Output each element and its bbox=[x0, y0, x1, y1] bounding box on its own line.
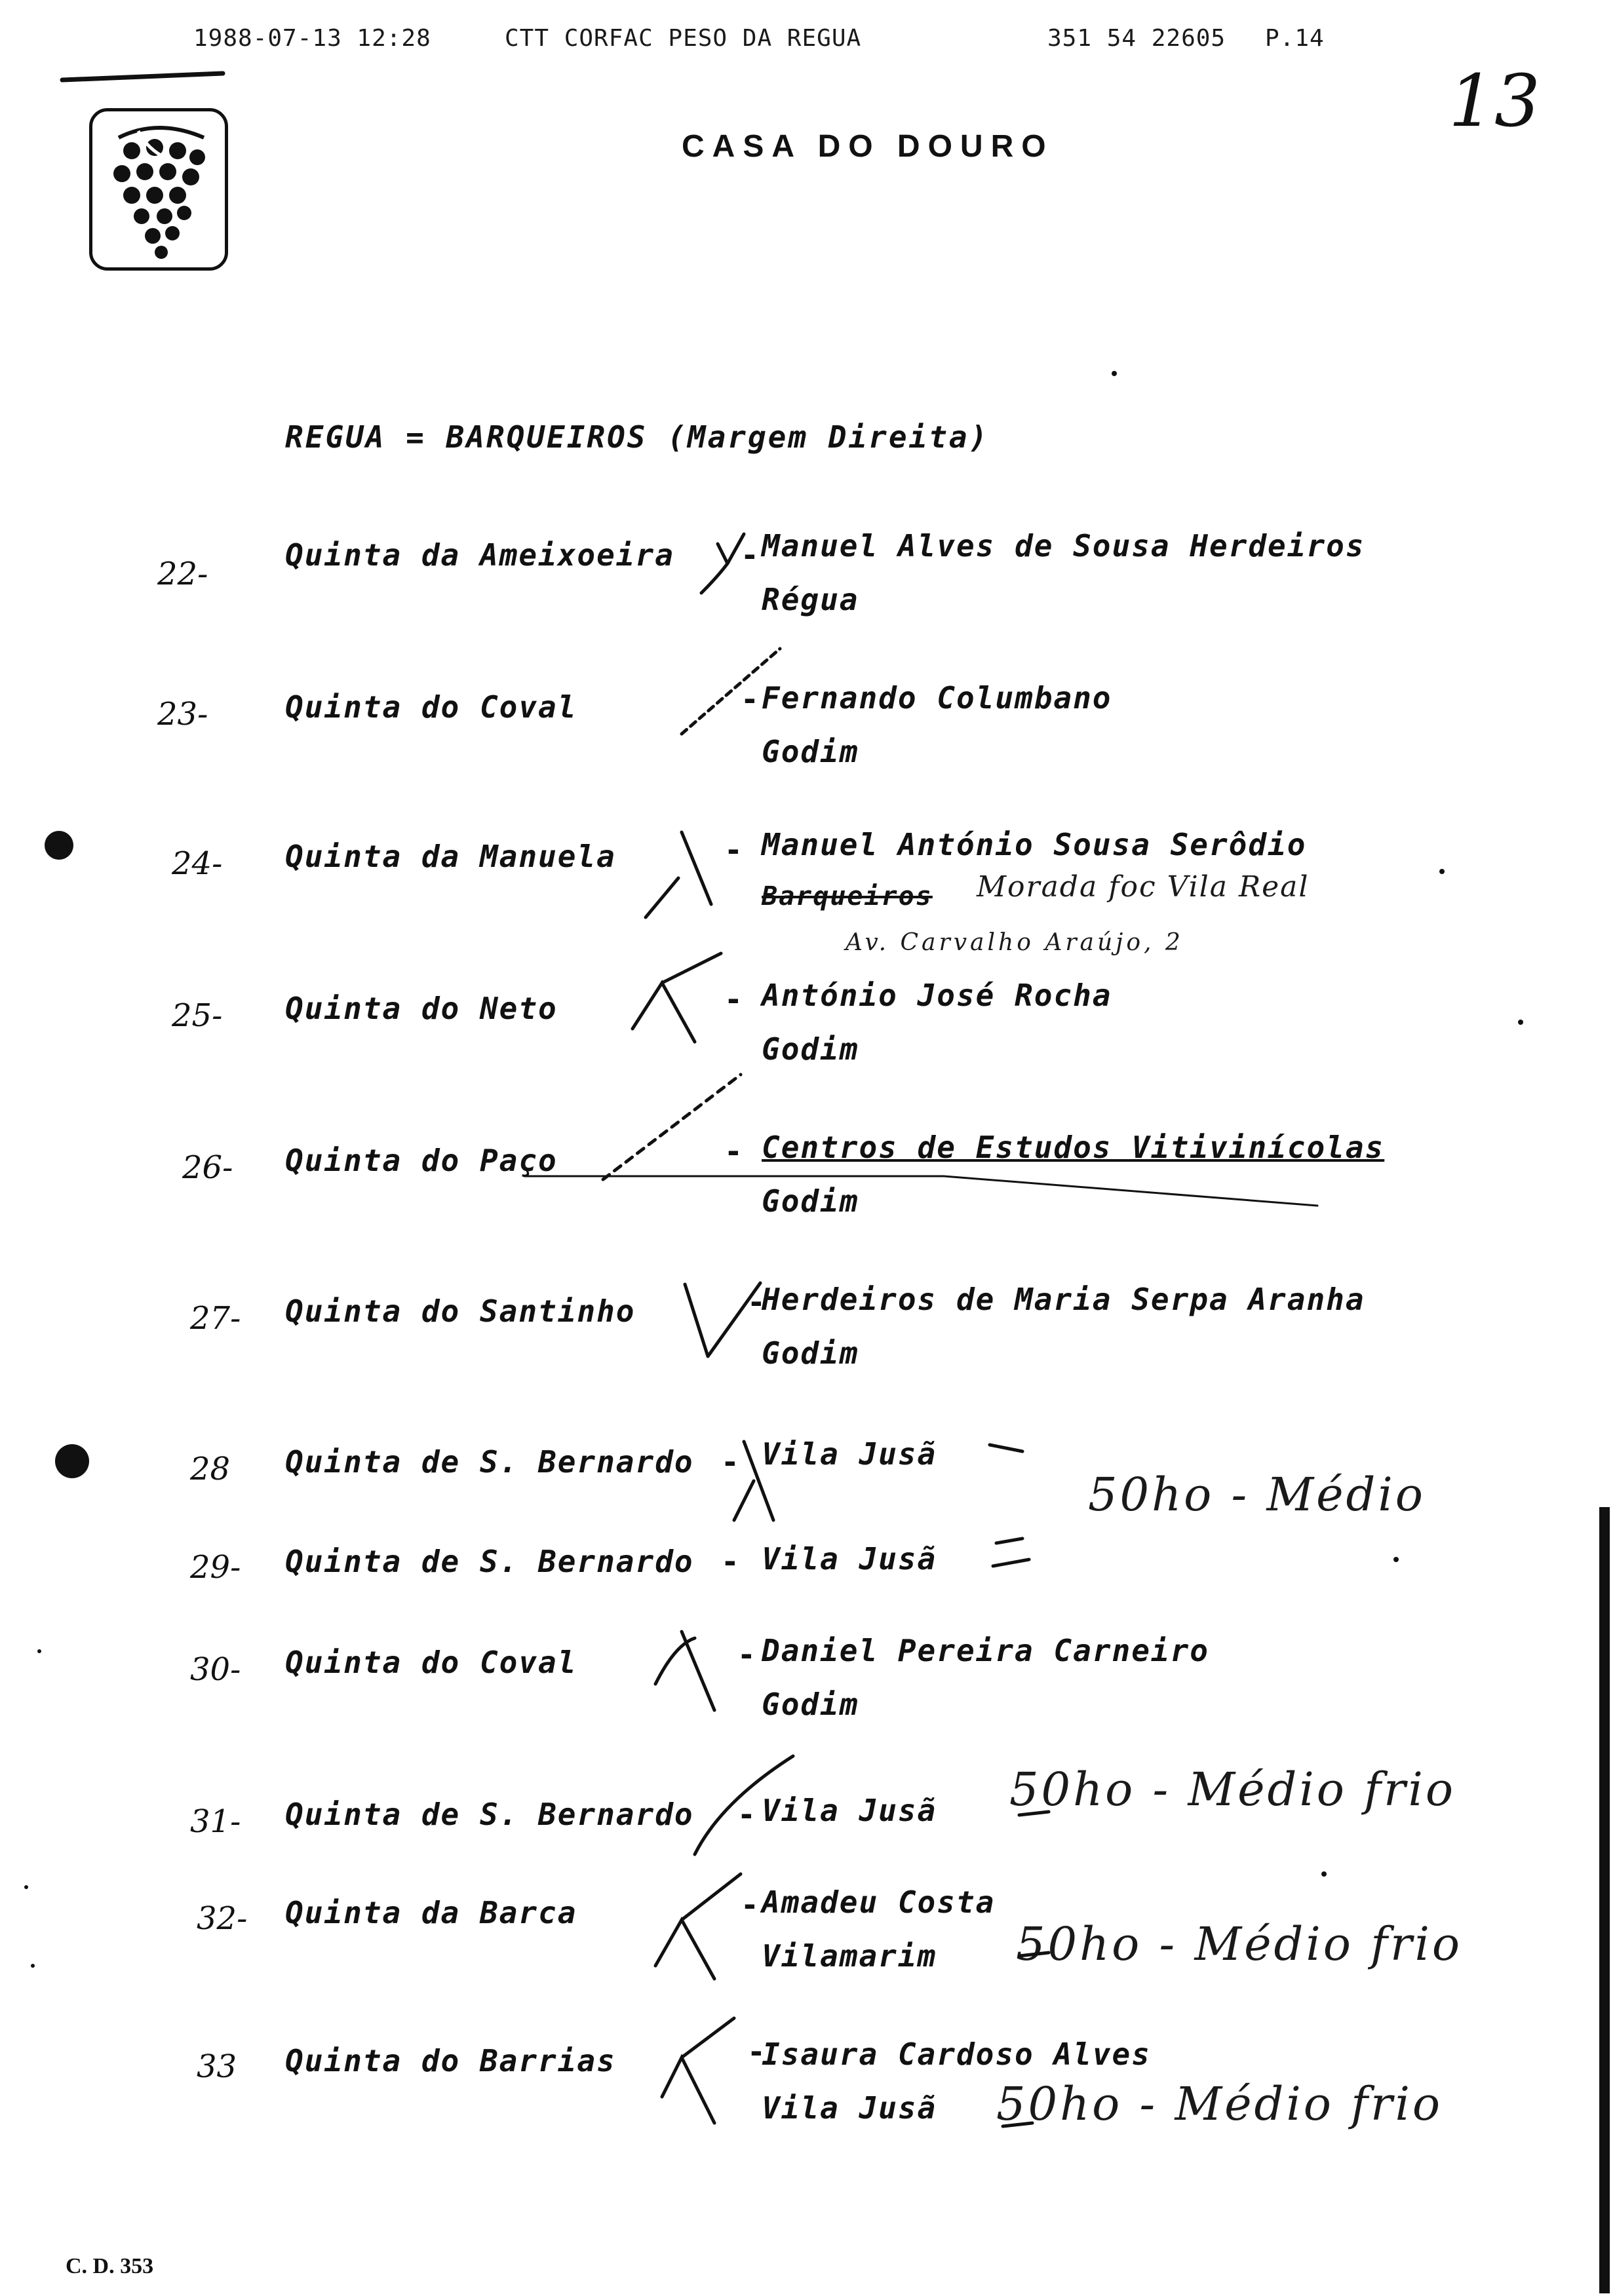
entry-number: 23- bbox=[157, 696, 208, 733]
entry-place: Godim bbox=[762, 1031, 859, 1067]
entry-owner: Vila Jusã bbox=[762, 1793, 937, 1828]
entry-quinta: Quinta do Barrias bbox=[285, 2043, 616, 2078]
dash-mark bbox=[993, 1539, 1029, 1566]
entry-quinta: Quinta da Ameixoeira bbox=[285, 537, 674, 573]
entry-quinta: Quinta da Manuela bbox=[285, 839, 616, 874]
entry-number: 22- bbox=[157, 556, 208, 592]
check-mark bbox=[734, 1442, 773, 1520]
check-mark bbox=[695, 1756, 793, 1854]
entry-owner: Vila Jusã bbox=[762, 1541, 937, 1577]
entry-dash: - bbox=[724, 982, 743, 1017]
entry-place: Godim bbox=[762, 1335, 859, 1371]
entry-place-struck: Barqueiros bbox=[762, 881, 933, 911]
fax-datetime: 1988-07-13 12:28 bbox=[193, 25, 431, 52]
entry-dash: - bbox=[747, 1284, 766, 1320]
entry-number: 27- bbox=[190, 1300, 241, 1337]
section-title: REGUA = BARQUEIROS (Margem Direita) bbox=[285, 419, 990, 455]
entry-owner: Vila Jusã bbox=[762, 1436, 937, 1472]
underline-mark bbox=[524, 1176, 1317, 1206]
check-mark bbox=[662, 2018, 734, 2123]
entry-number: 25- bbox=[172, 997, 223, 1034]
entry-place: Godim bbox=[762, 1183, 859, 1219]
entry-quinta: Quinta da Barca bbox=[285, 1895, 577, 1930]
handwritten-page-number: 13 bbox=[1449, 59, 1540, 143]
check-mark bbox=[603, 1075, 741, 1179]
page-title: CASA DO DOURO bbox=[682, 129, 1054, 164]
handwritten-note: 50ho - Médio frio bbox=[1016, 1917, 1463, 1971]
entry-number: 28 bbox=[190, 1451, 231, 1487]
dash-mark bbox=[1019, 1812, 1049, 1815]
entry-quinta: Quinta do Coval bbox=[285, 689, 577, 725]
entry-quinta: Quinta de S. Bernardo bbox=[285, 1797, 694, 1832]
check-mark bbox=[685, 1283, 760, 1356]
entry-dash: - bbox=[747, 2034, 766, 2069]
check-mark bbox=[646, 832, 711, 917]
entry-dash: - bbox=[724, 1134, 743, 1169]
entry-number: 26- bbox=[182, 1149, 233, 1186]
entry-owner: António José Rocha bbox=[762, 978, 1112, 1013]
entry-dash: - bbox=[741, 537, 759, 573]
entry-dash: - bbox=[724, 832, 743, 868]
entry-place: Vilamarim bbox=[762, 1938, 937, 1974]
entry-place: Vila Jusã bbox=[762, 2090, 937, 2126]
check-mark bbox=[655, 1632, 714, 1710]
entry-dash: - bbox=[737, 1637, 756, 1672]
entry-dash: - bbox=[741, 1887, 759, 1923]
entry-place: Régua bbox=[762, 582, 859, 617]
handwritten-note: 50ho - Médio bbox=[1088, 1468, 1426, 1521]
entry-quinta: Quinta do Paço bbox=[285, 1143, 558, 1178]
handwritten-note: Morada foc Vila Real bbox=[977, 870, 1310, 904]
entry-owner: Manuel Alves de Sousa Herdeiros bbox=[762, 528, 1365, 564]
check-mark bbox=[701, 534, 744, 593]
check-mark bbox=[682, 649, 780, 734]
handwritten-note: 50ho - Médio frio bbox=[996, 2077, 1443, 2131]
entry-place: Godim bbox=[762, 734, 859, 769]
entry-dash: - bbox=[721, 1444, 739, 1480]
dash-mark bbox=[1019, 1953, 1049, 1956]
fax-page: P.14 bbox=[1265, 25, 1325, 52]
check-mark bbox=[632, 953, 721, 1042]
entry-quinta: Quinta de S. Bernardo bbox=[285, 1444, 694, 1480]
dash-mark bbox=[990, 1445, 1022, 1451]
dash-mark bbox=[1003, 2123, 1032, 2126]
entry-owner: Manuel António Sousa Serôdio bbox=[762, 827, 1307, 862]
entry-quinta: Quinta do Coval bbox=[285, 1645, 577, 1680]
entry-owner: Fernando Columbano bbox=[762, 680, 1112, 716]
entry-quinta: Quinta de S. Bernardo bbox=[285, 1544, 694, 1579]
entry-number: 30- bbox=[190, 1651, 241, 1688]
entry-number: 24- bbox=[172, 845, 223, 882]
fax-sender: CTT CORFAC PESO DA REGUA bbox=[505, 25, 862, 52]
footer-code: C. D. 353 bbox=[66, 2254, 154, 2278]
handwritten-address: Av. Carvalho Araújo, 2 bbox=[846, 929, 1184, 956]
fax-phone: 351 54 22605 bbox=[1047, 25, 1226, 52]
check-mark bbox=[655, 1874, 741, 1979]
entry-quinta: Quinta do Neto bbox=[285, 991, 558, 1026]
entry-owner: Herdeiros de Maria Serpa Aranha bbox=[762, 1282, 1365, 1317]
entry-number: 32- bbox=[197, 1900, 248, 1937]
entry-number: 29- bbox=[190, 1549, 241, 1586]
entry-owner: Centros de Estudos Vitivinícolas bbox=[762, 1130, 1385, 1165]
entry-owner: Amadeu Costa bbox=[762, 1885, 996, 1920]
entry-number: 31- bbox=[190, 1803, 241, 1840]
entry-dash: - bbox=[741, 681, 759, 717]
scan-edge bbox=[1599, 1507, 1610, 2293]
entry-number: 33 bbox=[197, 2048, 237, 2085]
entry-place: Godim bbox=[762, 1687, 859, 1722]
entry-dash: - bbox=[721, 1544, 739, 1579]
entry-dash: - bbox=[737, 1797, 756, 1832]
entry-owner: Daniel Pereira Carneiro bbox=[762, 1633, 1209, 1668]
handwritten-note: 50ho - Médio frio bbox=[1009, 1763, 1456, 1816]
entry-owner: Isaura Cardoso Alves bbox=[762, 2037, 1151, 2072]
entry-quinta: Quinta do Santinho bbox=[285, 1293, 636, 1329]
